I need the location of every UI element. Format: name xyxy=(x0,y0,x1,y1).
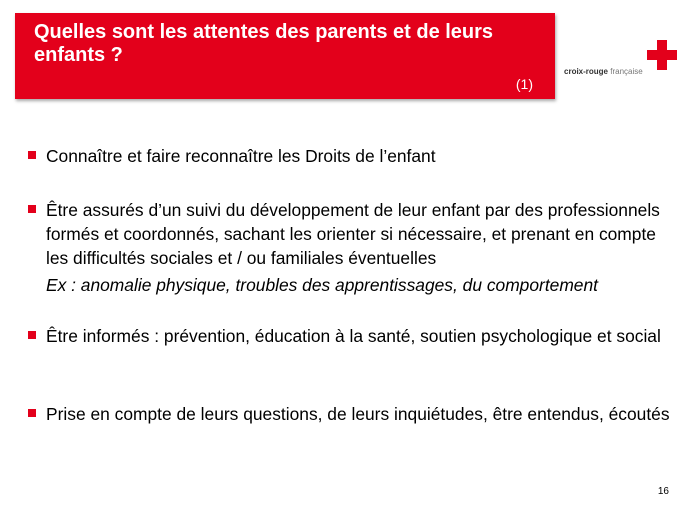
bullet-square-icon xyxy=(28,205,36,213)
red-cross-icon xyxy=(647,40,677,70)
logo-wordmark xyxy=(564,67,643,76)
slide-subtitle-index: (1) xyxy=(515,76,533,92)
bullet-square-icon xyxy=(28,409,36,417)
page-number: 16 xyxy=(657,486,669,497)
bullet-item xyxy=(28,144,676,168)
bullet-text: Prise en compte de leurs questions, de leurs inquiétudes, être entendus, écoutés xyxy=(46,404,670,424)
bullet-item xyxy=(28,324,676,348)
bullet-square-icon xyxy=(28,151,36,159)
logo-brand-light: française xyxy=(608,67,643,76)
bullet-item xyxy=(28,402,676,426)
bullet-example: Ex : anomalie physique, troubles des apprentissages, du comportement xyxy=(46,275,598,295)
slide-title-banner xyxy=(15,13,555,99)
bullet-square-icon xyxy=(28,331,36,339)
croix-rouge-logo xyxy=(564,40,674,80)
bullet-item xyxy=(28,198,676,297)
bullet-text: Être assurés d’un suivi du développement de leur enfant par des professionnels formés et coordonnés, sachant les orienter si nécessaire, et prenant en compte les difficultés sociales et / ou familiales éventuelles xyxy=(46,200,660,268)
logo-brand-bold: croix-rouge xyxy=(564,67,609,76)
slide-title: Quelles sont les attentes des parents et de leurs enfants ? xyxy=(34,21,494,66)
bullet-text: Être informés : prévention, éducation à la santé, soutien psychologique et social xyxy=(46,326,661,346)
bullet-text: Connaître et faire reconnaître les Droits de l’enfant xyxy=(46,146,436,166)
